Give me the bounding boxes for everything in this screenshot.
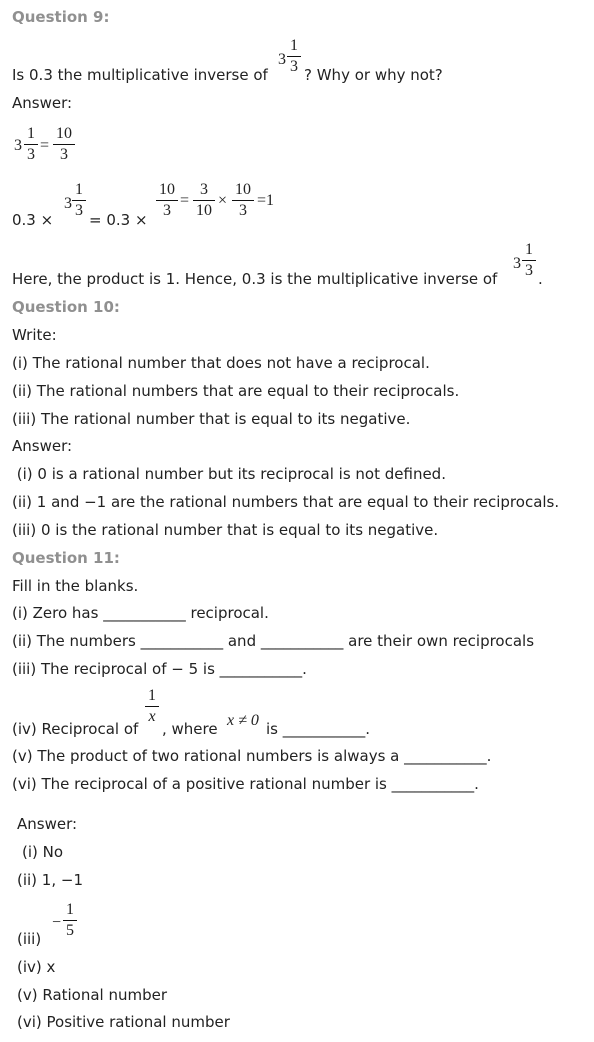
q11-answer-ii: (ii) 1, −1 [17, 871, 83, 889]
concl-mixed-fraction: 1 3 [522, 242, 536, 279]
q11-answer-iii-label: (iii) [17, 930, 42, 948]
concl-period: . [538, 270, 543, 288]
q11-answer-i: (i) No [22, 843, 64, 861]
prod-mixed-fraction: 1 3 [72, 182, 86, 219]
concl-mixed-whole: 3 [513, 255, 521, 272]
prod-fraction-3: 10 3 [232, 182, 254, 219]
question-11-heading: Question 11: [12, 549, 120, 567]
prod-times: × [218, 192, 228, 209]
prod-result: =1 [257, 192, 275, 209]
prod-prefix: 0.3 × [12, 211, 54, 229]
q11-answer-v: (v) Rational number [17, 986, 168, 1004]
q11-answer-iv: (iv) x [17, 958, 56, 976]
prod-equals-1: = [180, 192, 190, 209]
q11-answer-iii-sign: − [52, 914, 62, 931]
q11-answer-label: Answer: [17, 815, 78, 833]
eq1-fraction: 1 3 [24, 126, 38, 163]
q11-intro: Fill in the blanks. [12, 577, 139, 595]
q11-item: (v) The product of two rational numbers is always a ___________. [12, 747, 492, 765]
q9-question-text: Is 0.3 the multiplicative inverse of [12, 66, 268, 84]
q11-answer-vi: (vi) Positive rational number [17, 1013, 230, 1031]
q10-item: (ii) The rational numbers that are equal to their reciprocals. [12, 382, 460, 400]
q10-intro: Write: [12, 326, 57, 344]
q11-iv-prefix: (iv) Reciprocal of [12, 720, 139, 738]
eq1-equals: = [40, 137, 50, 154]
question-9-heading: Question 9: [12, 8, 110, 26]
q10-answer: (ii) 1 and −1 are the rational numbers that are equal to their reciprocals. [12, 493, 560, 511]
q10-answer: (iii) 0 is the rational number that is equal to its negative. [12, 521, 439, 539]
q10-answer: (i) 0 is a rational number but its reciprocal is not defined. [12, 465, 446, 483]
q11-iv-suffix: is ___________. [266, 720, 371, 738]
q11-iv-where: , where [162, 720, 218, 738]
q9-mixed-fraction: 1 3 [287, 38, 301, 75]
q9-conclusion: Here, the product is 1. Hence, 0.3 is the multiplicative inverse of [12, 270, 498, 288]
eq1-whole: 3 [14, 137, 22, 154]
prod-fraction-2: 3 10 [193, 182, 215, 219]
q11-item: (ii) The numbers ___________ and ___________ are their own reciprocals [12, 632, 535, 650]
prod-fraction-1: 10 3 [156, 182, 178, 219]
q9-mixed-whole: 3 [278, 51, 286, 68]
prod-mid: = 0.3 × [89, 211, 148, 229]
q11-iv-condition: x ≠ 0 [227, 712, 259, 729]
question-10-heading: Question 10: [12, 298, 120, 316]
eq1-rhs-fraction: 10 3 [53, 126, 75, 163]
q11-answer-iii-fraction: 1 5 [63, 902, 77, 939]
q11-item: (iii) The reciprocal of − 5 is ___________. [12, 660, 307, 678]
q10-item: (iii) The rational number that is equal to its negative. [12, 410, 411, 428]
q10-answer-label: Answer: [12, 437, 73, 455]
prod-mixed-whole: 3 [64, 195, 72, 212]
q9-question-tail: ? Why or why not? [304, 66, 443, 84]
q10-item: (i) The rational number that does not have a reciprocal. [12, 354, 430, 372]
q9-answer-label: Answer: [12, 94, 73, 112]
q11-iv-fraction: 1 x [145, 688, 159, 725]
q11-item: (i) Zero has ___________ reciprocal. [12, 604, 269, 622]
q11-item: (vi) The reciprocal of a positive rational number is ___________. [12, 775, 479, 793]
